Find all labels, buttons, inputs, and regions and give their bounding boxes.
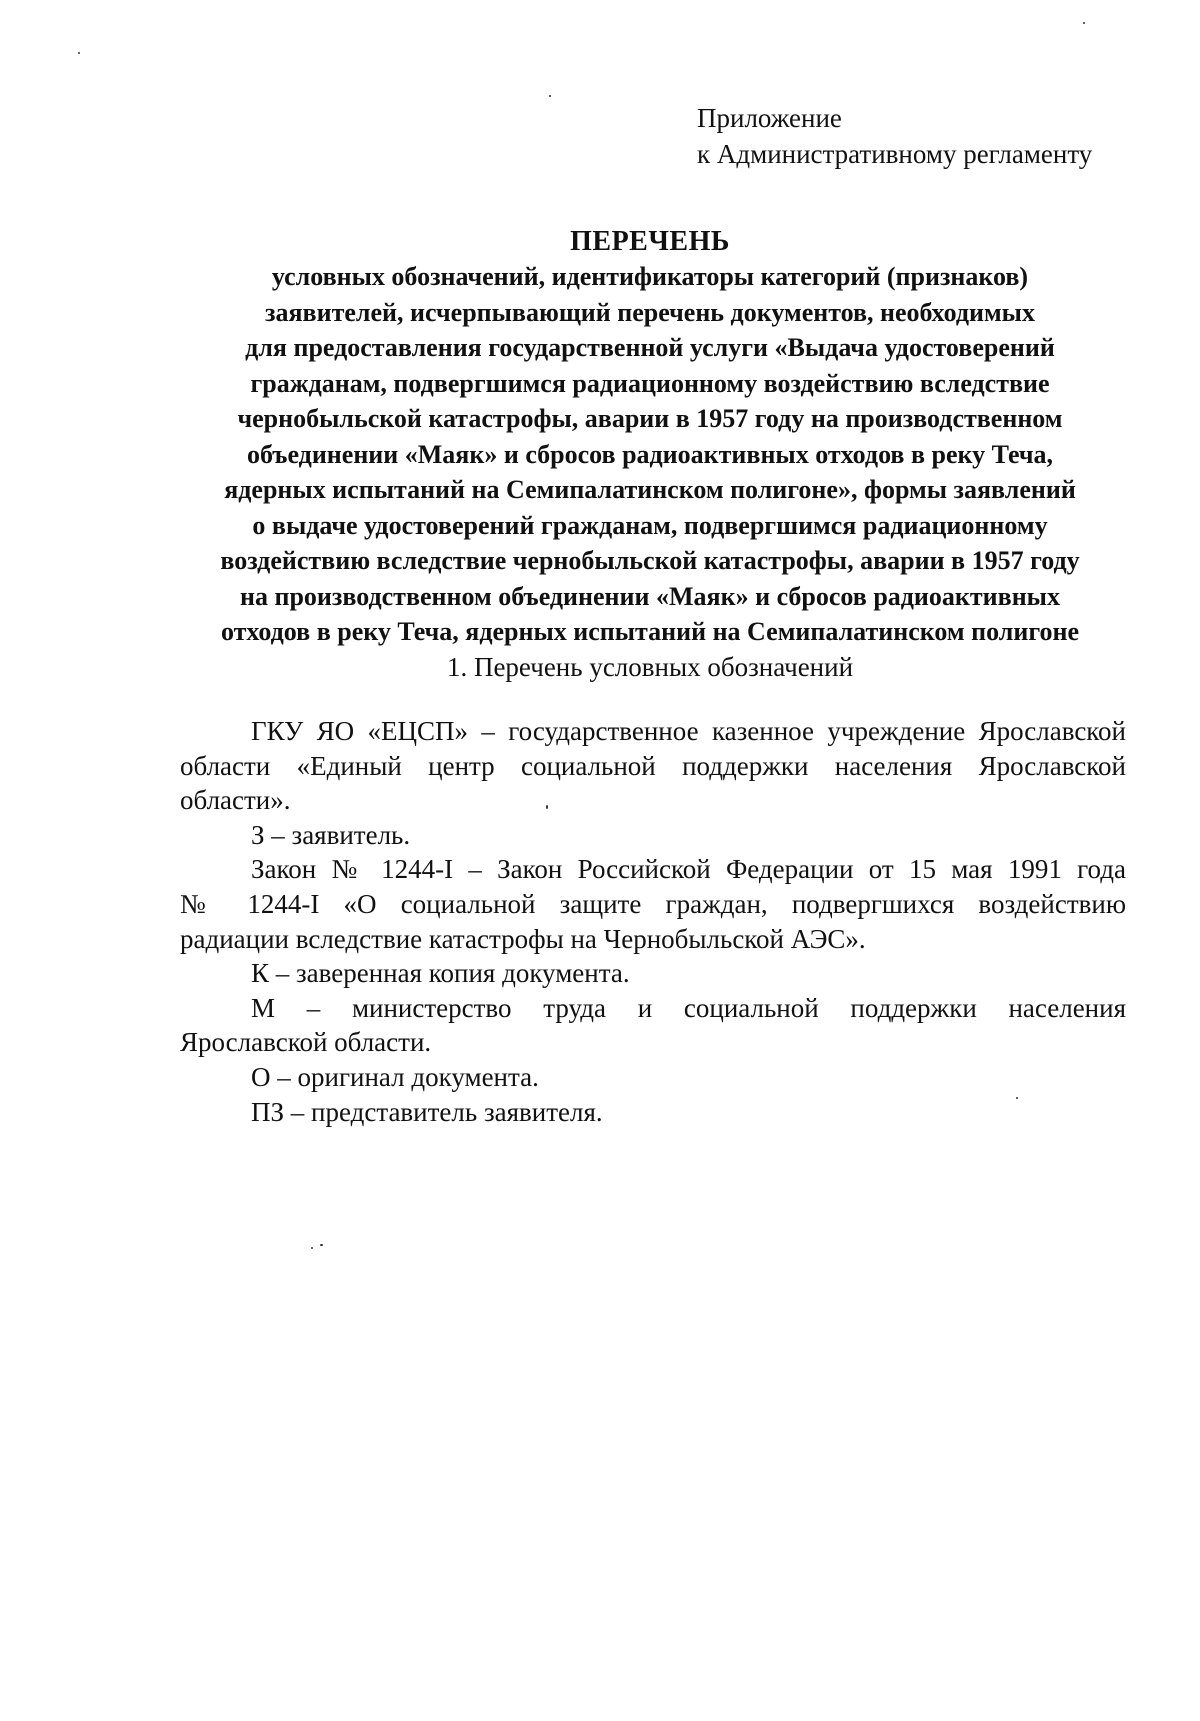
definition-k — [180, 956, 1126, 991]
title-line: на производственном объединении «Маяк» и сбросов радиоактивных — [240, 581, 1060, 611]
scan-speck — [78, 52, 80, 54]
scan-speck — [549, 95, 551, 97]
annex-line-2: к Административному регламенту — [697, 139, 1093, 169]
title-line: воздействию вследствие чернобыльской катастрофы, аварии в 1957 году — [220, 546, 1080, 575]
title-line: отходов в реку Теча, ядерных испытаний на Семипалатинском полигоне — [220, 617, 1080, 646]
scan-speck — [311, 1247, 313, 1249]
definition-line: области «Единый центр социальной поддержки населения Ярославской — [180, 750, 1126, 781]
title-line: о выдаче удостоверений гражданам, подвергшимся радиационному — [252, 510, 1048, 540]
definition-line: Ярославской области. — [180, 1027, 432, 1058]
definition-line: области». — [180, 785, 291, 816]
section-heading: 1. Перечень условных обозначений — [446, 652, 854, 682]
annex-line-1: Приложение — [697, 103, 842, 133]
definitions-list — [180, 714, 1126, 1129]
definition-line: К – заверенная копия документа. — [251, 958, 630, 989]
definition-line: радиации вследствие катастрофы на Чернобыльской АЭС». — [180, 923, 866, 954]
scan-speck — [1016, 1097, 1018, 1099]
scan-speck — [1083, 22, 1085, 24]
scan-speck — [320, 1244, 323, 1246]
definition-line: ПЗ – представитель заявителя. — [251, 1096, 603, 1127]
definition-line: З – заявитель. — [251, 819, 411, 850]
definition-m — [180, 991, 1126, 1060]
title-line: заявителей, исчерпывающий перечень документов, необходимых — [265, 297, 1035, 327]
definition-line: М – министерство труда и социальной поддержки населения — [251, 992, 1126, 1023]
annex-label — [697, 100, 1092, 172]
definition-z — [180, 818, 1126, 853]
definition-line: № 1244-I «О социальной защите граждан, подвергшихся воздействию — [180, 888, 1126, 919]
title-line: ядерных испытаний на Семипалатинском полигоне», формы заявлений — [224, 475, 1076, 504]
title-line: чернобыльской катастрофы, аварии в 1957 году на производственном — [237, 404, 1063, 433]
document-title — [180, 225, 1120, 650]
definition-gku — [180, 714, 1126, 818]
title-line: условных обозначений, идентификаторы категорий (признаков) — [271, 262, 1029, 291]
scan-speck — [546, 805, 548, 809]
title-line: объединении «Маяк» и сбросов радиоактивных отходов в реку Теча, — [246, 439, 1054, 469]
definition-law — [180, 852, 1126, 956]
definition-line: О – оригинал документа. — [251, 1061, 539, 1092]
definition-line: Закон № 1244-I – Закон Российской Федерации от 15 мая 1991 года — [251, 854, 1126, 885]
title-heading: ПЕРЕЧЕНЬ — [570, 226, 730, 257]
title-line: для предоставления государственной услуги «Выдача удостоверений — [245, 333, 1055, 362]
definition-pz — [180, 1095, 1126, 1130]
title-line: гражданам, подвергшимся радиационному воздействию вследствие — [250, 368, 1050, 398]
definition-o — [180, 1060, 1126, 1095]
definition-line: ГКУ ЯО «ЕЦСП» – государственное казенное учреждение Ярославской — [251, 716, 1126, 746]
